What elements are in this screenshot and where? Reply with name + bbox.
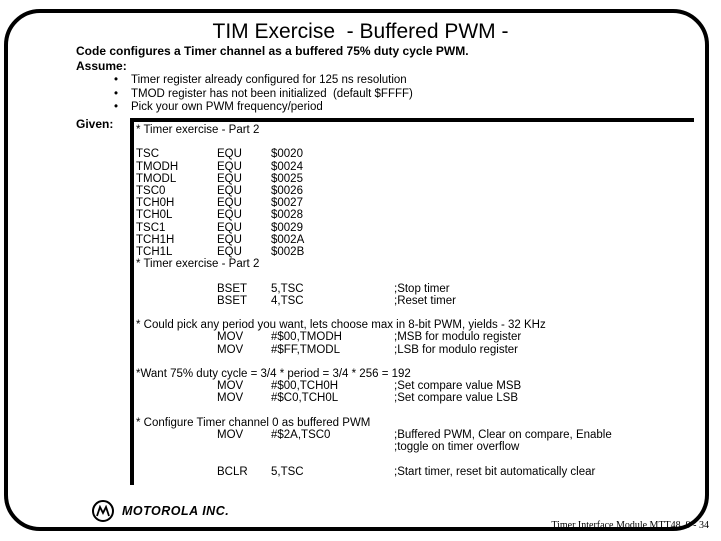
- code-c2: EQU: [217, 148, 242, 161]
- code-c1: * Timer exercise - Part 2: [136, 124, 260, 136]
- code-c1: TCH0L: [136, 209, 173, 222]
- code-c2: BSET: [217, 282, 248, 295]
- code-c3: $0026: [271, 185, 303, 197]
- code-c3: $002A: [271, 233, 305, 246]
- code-c1: * Could pick any period you want, lets choose max in 8-bit PWM, yields - 32 KHz: [136, 319, 546, 332]
- code-c1: *Want 75% duty cycle = 3/4 * period = 3/4 * 256 = 192: [136, 368, 411, 380]
- code-c3: $0025: [271, 172, 303, 185]
- logo-text: MOTOROLA INC.: [122, 504, 230, 518]
- code-c1: TSC0: [136, 185, 166, 197]
- code-c1: TCH1H: [136, 233, 175, 246]
- code-c3: $0028: [271, 209, 303, 222]
- code-c3: $0024: [271, 160, 303, 173]
- code-c4: ;Set compare value LSB: [394, 392, 519, 405]
- footer-caption: Timer Interface Module MTT48 9 - 34: [551, 520, 709, 531]
- code-c2: EQU: [217, 246, 242, 258]
- code-c2: MOV: [217, 392, 244, 405]
- code-c3: $0020: [271, 148, 303, 161]
- code-c2: EQU: [217, 209, 242, 222]
- code-c2: EQU: [217, 185, 242, 197]
- code-c2: EQU: [217, 197, 242, 210]
- code-c2: EQU: [217, 233, 242, 246]
- code-c1: * Configure Timer channel 0 as buffered PWM: [136, 416, 371, 429]
- code-c2: EQU: [217, 221, 242, 234]
- assume-label: Assume:: [76, 59, 127, 73]
- code-c3: $002B: [271, 246, 305, 258]
- code-c3: 4,TSC: [271, 294, 304, 307]
- list-item: • TMOD register has not been initialized (default $FFFF): [114, 88, 413, 102]
- code-c4: ;Buffered PWM, Clear on compare, Enable: [394, 429, 612, 441]
- code-c1: TCH1L: [136, 246, 173, 258]
- code-c3: #$2A,TSC0: [271, 429, 331, 441]
- motorola-logo: [92, 500, 229, 522]
- code-c2: EQU: [217, 172, 242, 185]
- code-c1: TMODL: [136, 172, 177, 185]
- code-c4: ;toggle on timer overflow: [394, 441, 520, 454]
- intro-text: Code configures a Timer channel as a buffered 75% duty cycle PWM.: [76, 44, 469, 58]
- page-title: TIM Exercise - Buffered PWM -: [212, 20, 509, 43]
- code-c2: MOV: [217, 331, 244, 344]
- code-c4: ;LSB for modulo register: [394, 343, 519, 356]
- code-c2: MOV: [217, 380, 244, 393]
- code-c3: 5,TSC: [271, 282, 304, 295]
- code-c3: #$FF,TMODL: [271, 343, 341, 356]
- code-c1: TSC1: [136, 221, 166, 234]
- code-c1: TMODH: [136, 160, 179, 173]
- code-c4: ;MSB for modulo register: [394, 331, 522, 344]
- code-c2: MOV: [217, 343, 244, 356]
- code-listing: [130, 118, 694, 485]
- code-c2: MOV: [217, 429, 244, 441]
- code-c2: BCLR: [217, 465, 248, 478]
- code-c4: ;Stop timer: [394, 282, 450, 295]
- motorola-batwing-icon: [92, 500, 114, 522]
- code-c3: $0027: [271, 197, 303, 210]
- code-c4: ;Set compare value MSB: [394, 380, 522, 393]
- code-c3: #$C0,TCH0L: [271, 392, 339, 405]
- assumption-list: [114, 74, 413, 115]
- code-c1: * Timer exercise - Part 2: [136, 258, 260, 271]
- list-item: • Timer register already configured for 125 ns resolution: [114, 74, 413, 88]
- code-c1: TCH0H: [136, 197, 175, 210]
- code-c3: 5,TSC: [271, 465, 304, 478]
- code-c2: EQU: [217, 160, 242, 173]
- code-c2: BSET: [217, 294, 248, 307]
- list-item: • Pick your own PWM frequency/period: [114, 101, 413, 115]
- given-label: Given:: [76, 117, 114, 131]
- code-c3: $0029: [271, 221, 303, 234]
- code-c1: TSC: [136, 148, 159, 161]
- code-c4: ;Start timer, reset bit automatically clear: [394, 465, 596, 478]
- code-c3: #$00,TMODH: [271, 331, 342, 344]
- code-c4: ;Reset timer: [394, 294, 456, 307]
- code-c3: #$00,TCH0H: [271, 380, 339, 393]
